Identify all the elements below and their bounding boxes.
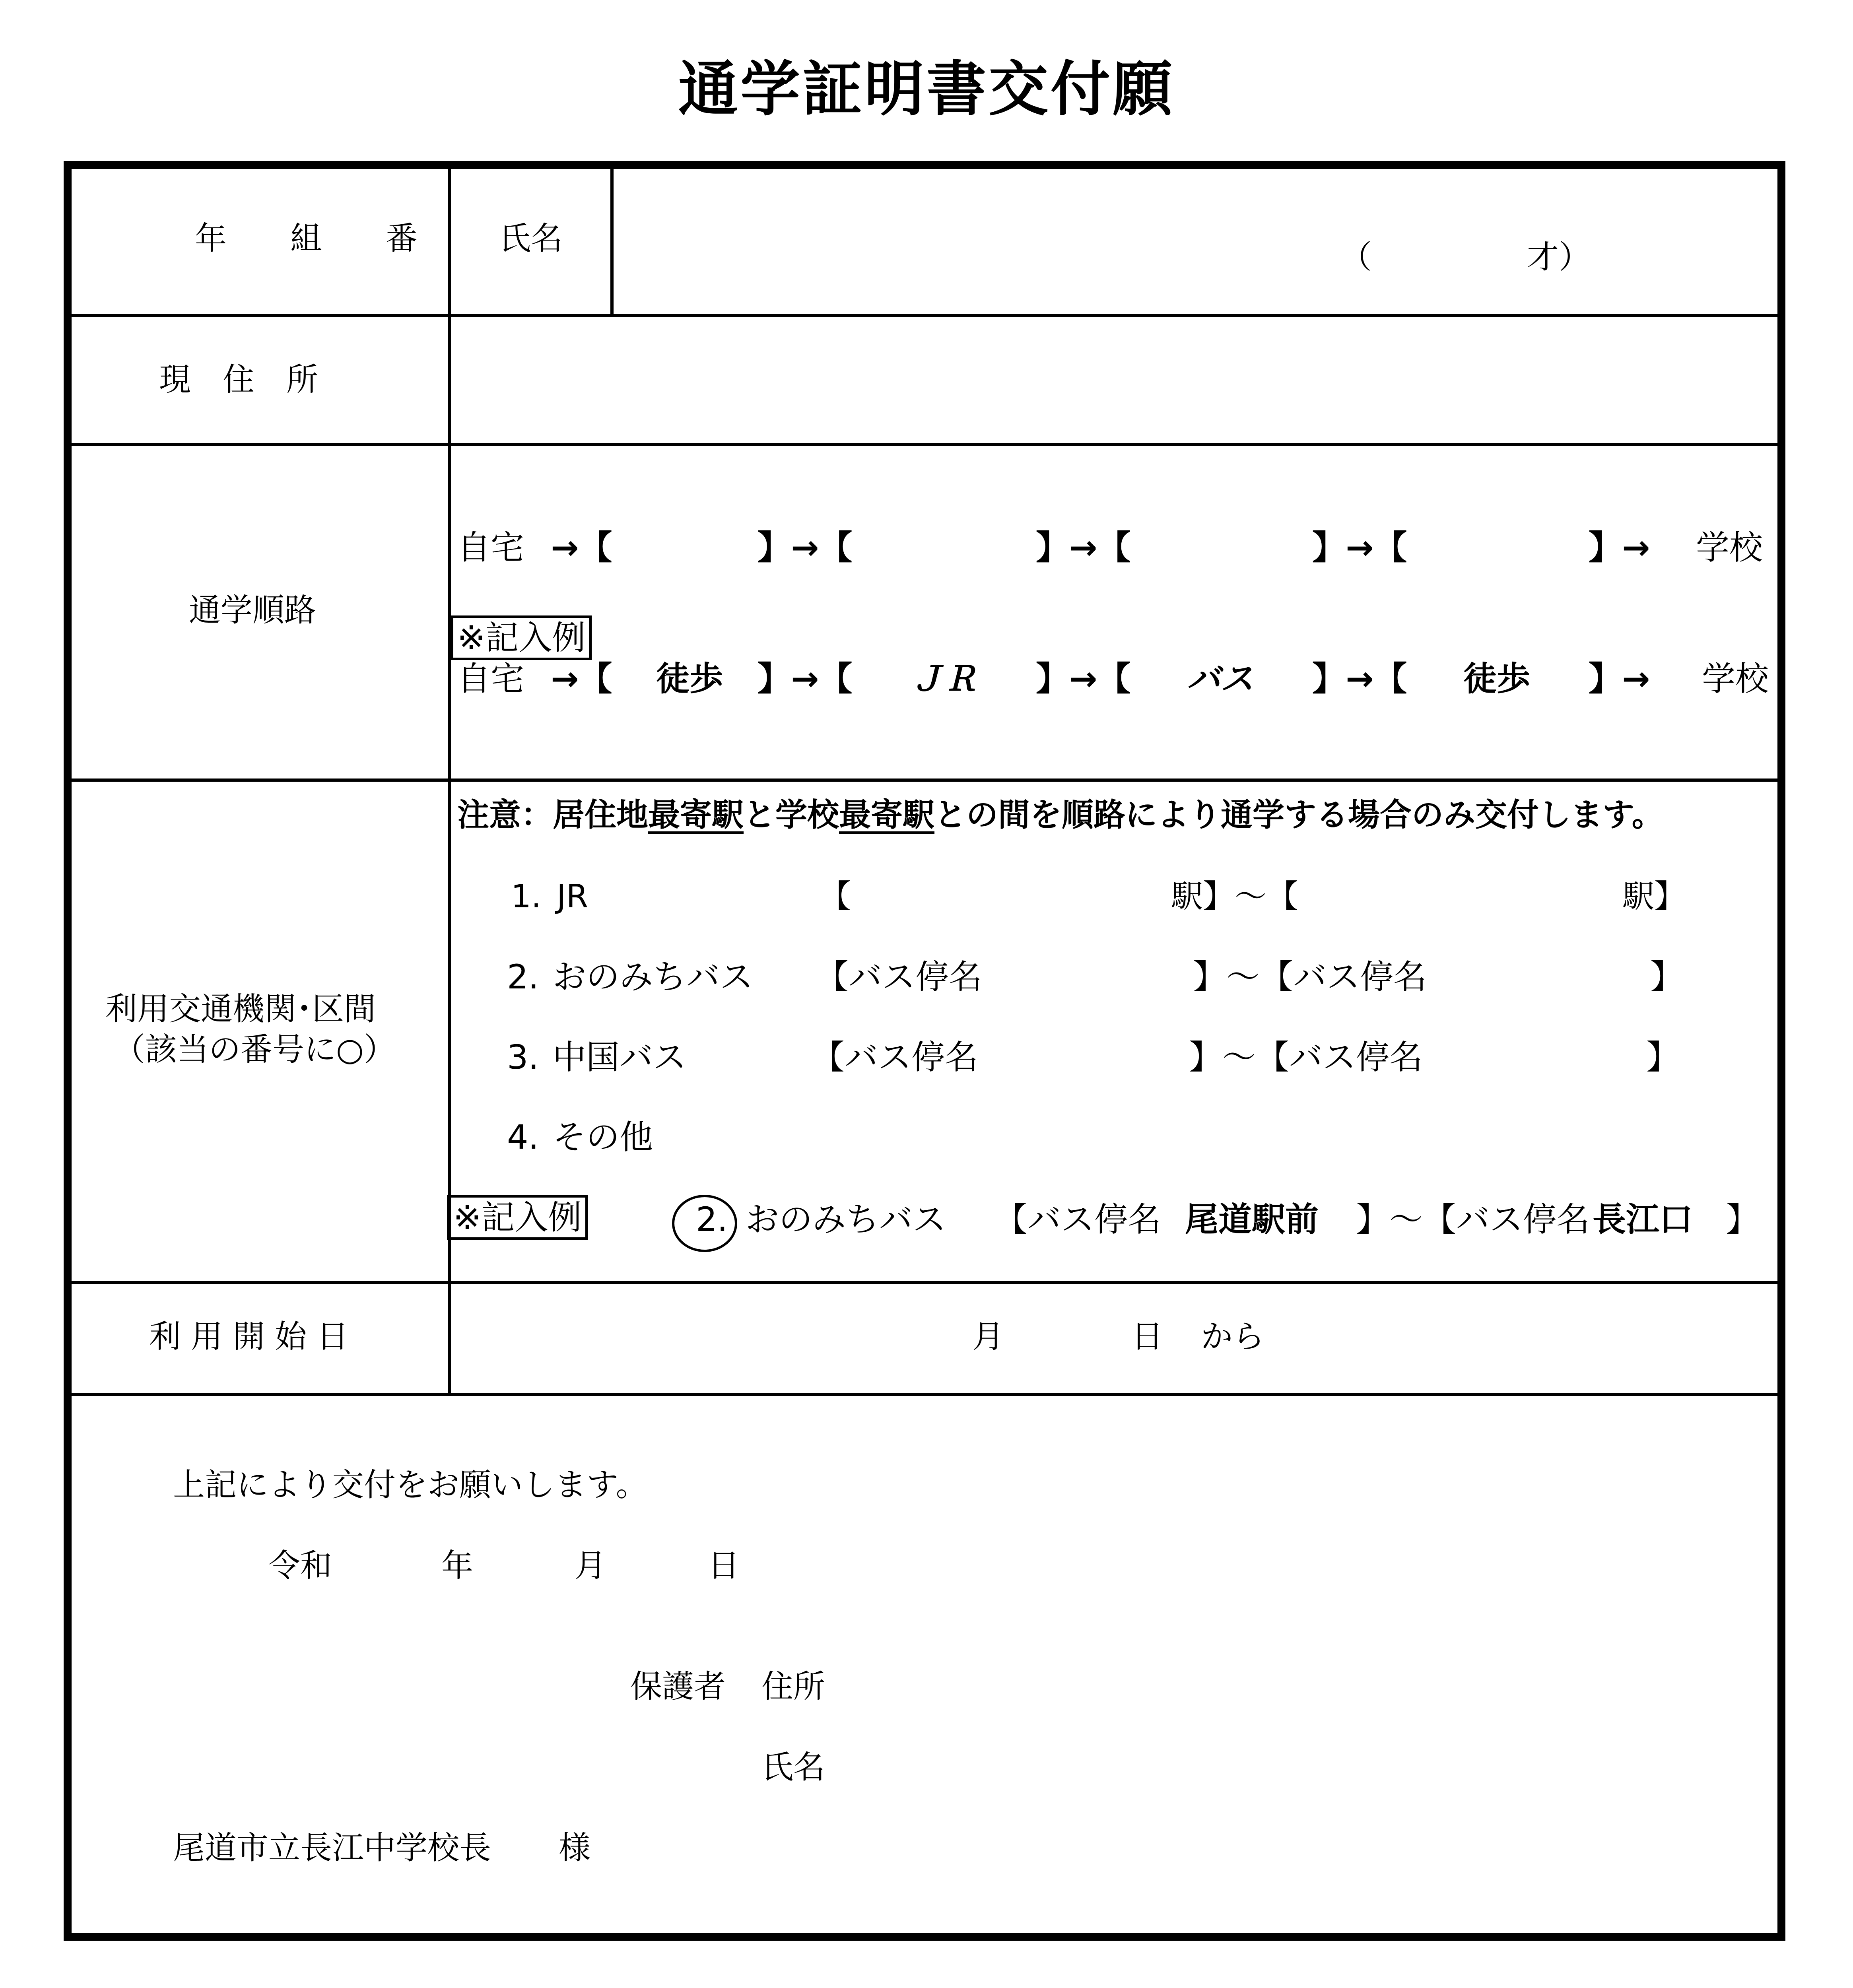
option3-stop-close: 】 [1646,1038,1680,1077]
divider-row4 [68,1281,1781,1284]
example-stop-mid: 】～【バス停名 [1356,1200,1590,1239]
address-field[interactable] [452,318,1777,443]
route-label: 通学順路 [189,592,316,629]
document-title: 通学証明書交付願 [678,55,1175,124]
example-to-stop: 長江口 [1593,1200,1693,1239]
student-name-field[interactable] [614,169,1777,314]
address-label: 現 住 所 [159,361,318,398]
route-bracket-end: 】→ [1589,528,1650,567]
addressee-honorific: 様 [559,1829,590,1866]
route-example-jr: ＪＲ [911,659,978,698]
option2-name: おのみちバス [553,957,754,996]
option1-station-close: 駅】 [1622,878,1686,915]
start-date-label: 利 用 開 始 日 [149,1318,349,1355]
route-bracket-1: →【 [551,528,612,567]
example-from-stop: 尾道駅前 [1185,1200,1319,1239]
example-bus-name: おのみちバス [746,1200,946,1239]
age-label: 才） [1527,239,1591,276]
route-home: 自宅 [457,528,524,567]
option2-stop-close: 】 [1650,957,1684,996]
notice-mid: と学校 [744,796,839,833]
option2-number: 2. [507,957,539,996]
transport-label-line1: 利用交通機関･区間 [105,990,376,1027]
notice-nearest-station-home: 最寄駅 [648,796,744,833]
start-from-label: から [1201,1318,1264,1355]
route-example-bracket-3: 】→【 [1036,659,1131,698]
option3-number: 3. [507,1038,539,1077]
age-open-paren: （ [1340,239,1372,276]
request-era: 令和 [268,1547,332,1584]
start-month-label: 月 [972,1318,1004,1355]
divider-row2 [68,443,1781,446]
option4-number: 4. [507,1118,539,1157]
transport-example-label: ※記入例 [447,1195,588,1240]
start-day-label: 日 [1131,1318,1163,1355]
start-date-field[interactable] [452,1285,1777,1393]
request-month: 月 [575,1547,606,1584]
route-example-bracket-end: 】→ [1589,659,1650,698]
route-example-bracket-4: 】→【 [1312,659,1407,698]
notice-nearest-station-school: 最寄駅 [839,796,934,833]
route-bracket-4: 】→【 [1312,528,1407,567]
route-example-bracket-2: 】→【 [758,659,853,698]
guardian-label: 保護者 [630,1668,726,1705]
option2-stop-mid: 】～【バス停名 [1193,957,1427,996]
addressee: 尾道市立長江中学校長 [173,1829,491,1866]
request-statement: 上記により交付をお願いします。 [173,1466,648,1503]
route-bracket-3: 】→【 [1036,528,1131,567]
option1-bracket-open: 【 [819,878,851,915]
route-field[interactable] [452,447,1777,779]
example-stop-close: 】 [1726,1200,1760,1239]
grade-class-number-label: 年 組 番 [195,220,418,257]
route-example-walk-2: 徒歩 [1463,659,1531,698]
option3-stop-open: 【バス停名 [811,1038,979,1077]
option1-number: 1. [511,878,542,915]
route-example-school: 学校 [1702,659,1769,698]
name-label: 氏名 [499,220,563,257]
option2-stop-open: 【バス停名 [815,957,983,996]
route-bracket-2: 】→【 [758,528,853,567]
route-example-home: 自宅 [457,659,524,698]
route-example-bracket-1: →【 [551,659,612,698]
divider-row5 [68,1393,1781,1396]
request-day: 日 [708,1547,740,1584]
transport-notice [457,796,1664,833]
guardian-name-field[interactable] [839,1743,1754,1791]
option1-station-mid: 駅】～【 [1171,878,1298,915]
divider-row1 [68,314,1781,317]
request-date-field[interactable] [330,1543,752,1590]
guardian-address-field[interactable] [839,1662,1754,1710]
route-example-walk-1: 徒歩 [656,659,723,698]
option4-name: その他 [553,1118,653,1157]
option1-name: JR [557,878,589,915]
transport-label-line2: （該当の番号に○） [113,1031,396,1068]
divider-row3 [68,779,1781,782]
notice-suffix: との間を順路により通学する場合のみ交付します。 [934,796,1664,833]
route-school: 学校 [1696,528,1763,567]
example-stop-open: 【バス停名 [994,1200,1162,1239]
option3-name: 中国バス [553,1038,687,1077]
guardian-name-label: 氏名 [761,1749,825,1786]
example-number: 2. [696,1200,728,1239]
request-year: 年 [441,1547,473,1584]
divider-name-label [610,167,614,316]
guardian-address-label: 住所 [761,1668,825,1705]
route-example-label: ※記入例 [451,615,592,660]
notice-prefix: 注意：居住地 [457,796,648,833]
route-example-bus: バス [1187,659,1254,698]
option3-stop-mid: 】～【バス停名 [1189,1038,1423,1077]
